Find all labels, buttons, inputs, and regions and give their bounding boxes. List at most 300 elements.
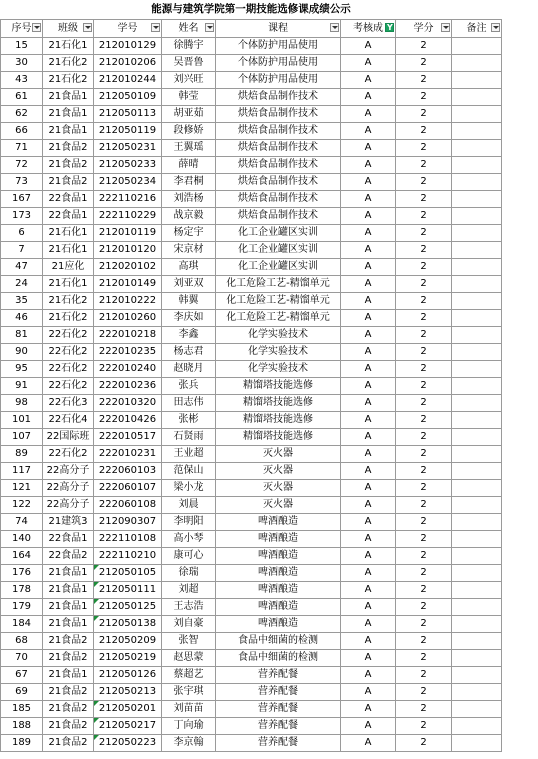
cell-remark[interactable] bbox=[452, 123, 502, 140]
cell-remark[interactable] bbox=[452, 225, 502, 242]
cell-grade[interactable]: A bbox=[341, 667, 396, 684]
cell-index[interactable]: 107 bbox=[1, 429, 43, 446]
cell-grade[interactable]: A bbox=[341, 89, 396, 106]
cell-course[interactable]: 营养配餐 bbox=[216, 684, 341, 701]
cell-course[interactable]: 烘焙食品制作技术 bbox=[216, 208, 341, 225]
cell-grade[interactable]: A bbox=[341, 191, 396, 208]
cell-index[interactable]: 72 bbox=[1, 157, 43, 174]
cell-course[interactable]: 化工危险工艺-精馏单元 bbox=[216, 293, 341, 310]
cell-student-id[interactable]: 212020102 bbox=[94, 259, 162, 276]
cell-index[interactable]: 30 bbox=[1, 55, 43, 72]
cell-name[interactable]: 范保山 bbox=[162, 463, 216, 480]
cell-index[interactable]: 179 bbox=[1, 599, 43, 616]
cell-remark[interactable] bbox=[452, 412, 502, 429]
cell-index[interactable]: 185 bbox=[1, 701, 43, 718]
cell-student-id[interactable]: 212050138 bbox=[94, 616, 162, 633]
cell-name[interactable]: 石贤雨 bbox=[162, 429, 216, 446]
cell-remark[interactable] bbox=[452, 378, 502, 395]
cell-grade[interactable]: A bbox=[341, 72, 396, 89]
cell-student-id[interactable]: 212050234 bbox=[94, 174, 162, 191]
cell-remark[interactable] bbox=[452, 429, 502, 446]
cell-remark[interactable] bbox=[452, 480, 502, 497]
cell-remark[interactable] bbox=[452, 531, 502, 548]
cell-name[interactable]: 李鑫 bbox=[162, 327, 216, 344]
cell-credit[interactable]: 2 bbox=[396, 378, 452, 395]
cell-class[interactable]: 21石化1 bbox=[43, 276, 94, 293]
cell-class[interactable]: 22高分子 bbox=[43, 497, 94, 514]
cell-credit[interactable]: 2 bbox=[396, 191, 452, 208]
cell-course[interactable]: 烘焙食品制作技术 bbox=[216, 123, 341, 140]
cell-credit[interactable]: 2 bbox=[396, 395, 452, 412]
cell-remark[interactable] bbox=[452, 633, 502, 650]
cell-credit[interactable]: 2 bbox=[396, 429, 452, 446]
cell-course[interactable]: 化工企业罐区实训 bbox=[216, 225, 341, 242]
cell-grade[interactable]: A bbox=[341, 599, 396, 616]
cell-student-id[interactable]: 212010149 bbox=[94, 276, 162, 293]
cell-grade[interactable]: A bbox=[341, 633, 396, 650]
cell-credit[interactable]: 2 bbox=[396, 735, 452, 752]
cell-remark[interactable] bbox=[452, 344, 502, 361]
cell-name[interactable]: 田志伟 bbox=[162, 395, 216, 412]
cell-credit[interactable]: 2 bbox=[396, 701, 452, 718]
cell-grade[interactable]: A bbox=[341, 157, 396, 174]
cell-index[interactable]: 62 bbox=[1, 106, 43, 123]
cell-class[interactable]: 22高分子 bbox=[43, 463, 94, 480]
cell-class[interactable]: 21食品1 bbox=[43, 616, 94, 633]
cell-credit[interactable]: 2 bbox=[396, 310, 452, 327]
cell-name[interactable]: 战京毅 bbox=[162, 208, 216, 225]
cell-class[interactable]: 22石化2 bbox=[43, 446, 94, 463]
cell-name[interactable]: 李庆如 bbox=[162, 310, 216, 327]
cell-class[interactable]: 22国际班 bbox=[43, 429, 94, 446]
cell-remark[interactable] bbox=[452, 599, 502, 616]
cell-class[interactable]: 21食品1 bbox=[43, 582, 94, 599]
cell-index[interactable]: 61 bbox=[1, 89, 43, 106]
cell-credit[interactable]: 2 bbox=[396, 616, 452, 633]
cell-credit[interactable]: 2 bbox=[396, 140, 452, 157]
cell-remark[interactable] bbox=[452, 293, 502, 310]
cell-credit[interactable]: 2 bbox=[396, 667, 452, 684]
cell-remark[interactable] bbox=[452, 565, 502, 582]
cell-index[interactable]: 173 bbox=[1, 208, 43, 225]
cell-grade[interactable]: A bbox=[341, 497, 396, 514]
cell-remark[interactable] bbox=[452, 446, 502, 463]
cell-index[interactable]: 89 bbox=[1, 446, 43, 463]
cell-class[interactable]: 22石化2 bbox=[43, 378, 94, 395]
cell-grade[interactable]: A bbox=[341, 582, 396, 599]
cell-index[interactable]: 46 bbox=[1, 310, 43, 327]
cell-name[interactable]: 丁向瑜 bbox=[162, 718, 216, 735]
cell-grade[interactable]: A bbox=[341, 344, 396, 361]
cell-student-id[interactable]: 212010206 bbox=[94, 55, 162, 72]
cell-grade[interactable]: A bbox=[341, 412, 396, 429]
cell-index[interactable]: 188 bbox=[1, 718, 43, 735]
cell-remark[interactable] bbox=[452, 310, 502, 327]
cell-index[interactable]: 24 bbox=[1, 276, 43, 293]
cell-class[interactable]: 21食品2 bbox=[43, 157, 94, 174]
cell-name[interactable]: 吴晋鲁 bbox=[162, 55, 216, 72]
cell-index[interactable]: 81 bbox=[1, 327, 43, 344]
cell-student-id[interactable]: 212010119 bbox=[94, 225, 162, 242]
cell-student-id[interactable]: 212050223 bbox=[94, 735, 162, 752]
cell-credit[interactable]: 2 bbox=[396, 72, 452, 89]
cell-course[interactable]: 烘焙食品制作技术 bbox=[216, 191, 341, 208]
cell-course[interactable]: 啤酒酿造 bbox=[216, 514, 341, 531]
cell-credit[interactable]: 2 bbox=[396, 684, 452, 701]
cell-remark[interactable] bbox=[452, 395, 502, 412]
cell-credit[interactable]: 2 bbox=[396, 123, 452, 140]
cell-name[interactable]: 刘亚双 bbox=[162, 276, 216, 293]
cell-credit[interactable]: 2 bbox=[396, 344, 452, 361]
cell-credit[interactable]: 2 bbox=[396, 412, 452, 429]
cell-course[interactable]: 啤酒酿造 bbox=[216, 599, 341, 616]
cell-course[interactable]: 啤酒酿造 bbox=[216, 548, 341, 565]
cell-course[interactable]: 啤酒酿造 bbox=[216, 582, 341, 599]
cell-index[interactable]: 98 bbox=[1, 395, 43, 412]
cell-grade[interactable]: A bbox=[341, 684, 396, 701]
cell-student-id[interactable]: 222110216 bbox=[94, 191, 162, 208]
cell-course[interactable]: 食品中细菌的检测 bbox=[216, 633, 341, 650]
cell-student-id[interactable]: 222010426 bbox=[94, 412, 162, 429]
cell-student-id[interactable]: 212050113 bbox=[94, 106, 162, 123]
cell-class[interactable]: 21食品1 bbox=[43, 89, 94, 106]
cell-remark[interactable] bbox=[452, 55, 502, 72]
cell-index[interactable]: 15 bbox=[1, 38, 43, 55]
cell-index[interactable]: 184 bbox=[1, 616, 43, 633]
cell-student-id[interactable]: 222060108 bbox=[94, 497, 162, 514]
cell-remark[interactable] bbox=[452, 497, 502, 514]
cell-remark[interactable] bbox=[452, 38, 502, 55]
cell-credit[interactable]: 2 bbox=[396, 718, 452, 735]
cell-name[interactable]: 张宇琪 bbox=[162, 684, 216, 701]
cell-class[interactable]: 22食品2 bbox=[43, 548, 94, 565]
cell-student-id[interactable]: 222010320 bbox=[94, 395, 162, 412]
cell-course[interactable]: 营养配餐 bbox=[216, 735, 341, 752]
cell-grade[interactable]: A bbox=[341, 650, 396, 667]
cell-course[interactable]: 食品中细菌的检测 bbox=[216, 650, 341, 667]
filter-active-icon[interactable] bbox=[385, 23, 394, 32]
cell-class[interactable]: 21食品2 bbox=[43, 718, 94, 735]
cell-index[interactable]: 66 bbox=[1, 123, 43, 140]
cell-course[interactable]: 化工危险工艺-精馏单元 bbox=[216, 276, 341, 293]
cell-class[interactable]: 21石化1 bbox=[43, 225, 94, 242]
cell-class[interactable]: 21食品2 bbox=[43, 140, 94, 157]
cell-credit[interactable]: 2 bbox=[396, 599, 452, 616]
header-credit[interactable]: 学分 bbox=[396, 20, 452, 38]
cell-name[interactable]: 刘晨 bbox=[162, 497, 216, 514]
cell-course[interactable]: 烘焙食品制作技术 bbox=[216, 140, 341, 157]
cell-grade[interactable]: A bbox=[341, 55, 396, 72]
cell-index[interactable]: 68 bbox=[1, 633, 43, 650]
cell-class[interactable]: 21食品1 bbox=[43, 565, 94, 582]
cell-credit[interactable]: 2 bbox=[396, 361, 452, 378]
cell-name[interactable]: 杨定宇 bbox=[162, 225, 216, 242]
cell-grade[interactable]: A bbox=[341, 106, 396, 123]
cell-credit[interactable]: 2 bbox=[396, 463, 452, 480]
cell-class[interactable]: 21食品2 bbox=[43, 650, 94, 667]
cell-student-id[interactable]: 212050233 bbox=[94, 157, 162, 174]
cell-student-id[interactable]: 212050105 bbox=[94, 565, 162, 582]
cell-student-id[interactable]: 212050217 bbox=[94, 718, 162, 735]
cell-course[interactable]: 精馏塔技能选修 bbox=[216, 378, 341, 395]
cell-student-id[interactable]: 222110229 bbox=[94, 208, 162, 225]
cell-course[interactable]: 精馏塔技能选修 bbox=[216, 395, 341, 412]
cell-grade[interactable]: A bbox=[341, 174, 396, 191]
cell-remark[interactable] bbox=[452, 463, 502, 480]
cell-student-id[interactable]: 212050201 bbox=[94, 701, 162, 718]
cell-grade[interactable]: A bbox=[341, 735, 396, 752]
cell-remark[interactable] bbox=[452, 548, 502, 565]
cell-class[interactable]: 21食品2 bbox=[43, 633, 94, 650]
header-course[interactable]: 课程 bbox=[216, 20, 341, 38]
cell-grade[interactable]: A bbox=[341, 463, 396, 480]
cell-index[interactable]: 140 bbox=[1, 531, 43, 548]
cell-name[interactable]: 胡亚茹 bbox=[162, 106, 216, 123]
cell-credit[interactable]: 2 bbox=[396, 582, 452, 599]
header-name[interactable]: 姓名 bbox=[162, 20, 216, 38]
cell-student-id[interactable]: 212090307 bbox=[94, 514, 162, 531]
cell-remark[interactable] bbox=[452, 157, 502, 174]
cell-class[interactable]: 21食品2 bbox=[43, 174, 94, 191]
cell-name[interactable]: 赵晓月 bbox=[162, 361, 216, 378]
cell-name[interactable]: 李京翰 bbox=[162, 735, 216, 752]
cell-student-id[interactable]: 212050209 bbox=[94, 633, 162, 650]
cell-index[interactable]: 74 bbox=[1, 514, 43, 531]
cell-course[interactable]: 化学实验技术 bbox=[216, 327, 341, 344]
cell-name[interactable]: 刘苗苗 bbox=[162, 701, 216, 718]
cell-credit[interactable]: 2 bbox=[396, 514, 452, 531]
cell-credit[interactable]: 2 bbox=[396, 38, 452, 55]
header-index[interactable]: 序号 bbox=[1, 20, 43, 38]
cell-grade[interactable]: A bbox=[341, 225, 396, 242]
header-student-id[interactable]: 学号 bbox=[94, 20, 162, 38]
cell-class[interactable]: 21食品1 bbox=[43, 106, 94, 123]
cell-class[interactable]: 21应化 bbox=[43, 259, 94, 276]
cell-credit[interactable]: 2 bbox=[396, 293, 452, 310]
cell-grade[interactable]: A bbox=[341, 310, 396, 327]
cell-course[interactable]: 啤酒酿造 bbox=[216, 565, 341, 582]
cell-course[interactable]: 化工企业罐区实训 bbox=[216, 242, 341, 259]
cell-remark[interactable] bbox=[452, 616, 502, 633]
cell-credit[interactable]: 2 bbox=[396, 157, 452, 174]
cell-course[interactable]: 啤酒酿造 bbox=[216, 531, 341, 548]
cell-student-id[interactable]: 212050219 bbox=[94, 650, 162, 667]
cell-student-id[interactable]: 212050126 bbox=[94, 667, 162, 684]
cell-name[interactable]: 徐腾宇 bbox=[162, 38, 216, 55]
cell-index[interactable]: 70 bbox=[1, 650, 43, 667]
cell-course[interactable]: 烘焙食品制作技术 bbox=[216, 174, 341, 191]
header-grade[interactable]: 考核成 Y bbox=[341, 20, 396, 38]
cell-class[interactable]: 22食品1 bbox=[43, 531, 94, 548]
cell-credit[interactable]: 2 bbox=[396, 276, 452, 293]
cell-remark[interactable] bbox=[452, 718, 502, 735]
cell-remark[interactable] bbox=[452, 242, 502, 259]
cell-course[interactable]: 灭火器 bbox=[216, 497, 341, 514]
cell-name[interactable]: 薛晴 bbox=[162, 157, 216, 174]
cell-grade[interactable]: A bbox=[341, 429, 396, 446]
cell-class[interactable]: 21食品2 bbox=[43, 735, 94, 752]
cell-remark[interactable] bbox=[452, 174, 502, 191]
cell-credit[interactable]: 2 bbox=[396, 548, 452, 565]
cell-class[interactable]: 21石化2 bbox=[43, 293, 94, 310]
cell-index[interactable]: 69 bbox=[1, 684, 43, 701]
cell-credit[interactable]: 2 bbox=[396, 208, 452, 225]
cell-remark[interactable] bbox=[452, 667, 502, 684]
cell-course[interactable]: 烘焙食品制作技术 bbox=[216, 89, 341, 106]
cell-grade[interactable]: A bbox=[341, 395, 396, 412]
cell-grade[interactable]: A bbox=[341, 123, 396, 140]
cell-remark[interactable] bbox=[452, 208, 502, 225]
cell-remark[interactable] bbox=[452, 191, 502, 208]
cell-student-id[interactable]: 212010129 bbox=[94, 38, 162, 55]
cell-credit[interactable]: 2 bbox=[396, 55, 452, 72]
cell-index[interactable]: 90 bbox=[1, 344, 43, 361]
cell-index[interactable]: 117 bbox=[1, 463, 43, 480]
cell-index[interactable]: 6 bbox=[1, 225, 43, 242]
cell-credit[interactable]: 2 bbox=[396, 480, 452, 497]
cell-grade[interactable]: A bbox=[341, 361, 396, 378]
cell-name[interactable]: 康可心 bbox=[162, 548, 216, 565]
cell-student-id[interactable]: 212010244 bbox=[94, 72, 162, 89]
cell-name[interactable]: 刘兴旺 bbox=[162, 72, 216, 89]
cell-grade[interactable]: A bbox=[341, 242, 396, 259]
cell-name[interactable]: 高小琴 bbox=[162, 531, 216, 548]
cell-class[interactable]: 21食品1 bbox=[43, 599, 94, 616]
cell-index[interactable]: 71 bbox=[1, 140, 43, 157]
cell-student-id[interactable]: 222010231 bbox=[94, 446, 162, 463]
cell-name[interactable]: 刘自豪 bbox=[162, 616, 216, 633]
cell-student-id[interactable]: 212050231 bbox=[94, 140, 162, 157]
cell-student-id[interactable]: 212050119 bbox=[94, 123, 162, 140]
cell-remark[interactable] bbox=[452, 72, 502, 89]
cell-index[interactable]: 189 bbox=[1, 735, 43, 752]
cell-credit[interactable]: 2 bbox=[396, 650, 452, 667]
cell-remark[interactable] bbox=[452, 650, 502, 667]
cell-remark[interactable] bbox=[452, 327, 502, 344]
filter-dropdown-icon[interactable] bbox=[151, 23, 160, 32]
cell-student-id[interactable]: 222010240 bbox=[94, 361, 162, 378]
cell-grade[interactable]: A bbox=[341, 531, 396, 548]
cell-class[interactable]: 21建筑3 bbox=[43, 514, 94, 531]
filter-dropdown-icon[interactable] bbox=[441, 23, 450, 32]
cell-index[interactable]: 121 bbox=[1, 480, 43, 497]
cell-course[interactable]: 精馏塔技能选修 bbox=[216, 412, 341, 429]
cell-grade[interactable]: A bbox=[341, 276, 396, 293]
cell-class[interactable]: 21食品2 bbox=[43, 684, 94, 701]
cell-class[interactable]: 21石化2 bbox=[43, 72, 94, 89]
cell-index[interactable]: 122 bbox=[1, 497, 43, 514]
cell-student-id[interactable]: 222010235 bbox=[94, 344, 162, 361]
cell-course[interactable]: 啤酒酿造 bbox=[216, 616, 341, 633]
cell-credit[interactable]: 2 bbox=[396, 225, 452, 242]
cell-remark[interactable] bbox=[452, 684, 502, 701]
cell-index[interactable]: 35 bbox=[1, 293, 43, 310]
cell-course[interactable]: 精馏塔技能选修 bbox=[216, 429, 341, 446]
cell-class[interactable]: 22食品1 bbox=[43, 208, 94, 225]
cell-course[interactable]: 个体防护用品使用 bbox=[216, 55, 341, 72]
cell-credit[interactable]: 2 bbox=[396, 259, 452, 276]
cell-name[interactable]: 王业超 bbox=[162, 446, 216, 463]
cell-name[interactable]: 段修娇 bbox=[162, 123, 216, 140]
cell-grade[interactable]: A bbox=[341, 565, 396, 582]
cell-student-id[interactable]: 212050109 bbox=[94, 89, 162, 106]
cell-remark[interactable] bbox=[452, 514, 502, 531]
cell-grade[interactable]: A bbox=[341, 208, 396, 225]
filter-dropdown-icon[interactable] bbox=[32, 23, 41, 32]
cell-class[interactable]: 22食品1 bbox=[43, 191, 94, 208]
cell-class[interactable]: 21食品1 bbox=[43, 667, 94, 684]
cell-remark[interactable] bbox=[452, 361, 502, 378]
cell-credit[interactable]: 2 bbox=[396, 446, 452, 463]
cell-index[interactable]: 43 bbox=[1, 72, 43, 89]
cell-name[interactable]: 韩翼 bbox=[162, 293, 216, 310]
cell-student-id[interactable]: 212050213 bbox=[94, 684, 162, 701]
cell-name[interactable]: 张兵 bbox=[162, 378, 216, 395]
cell-grade[interactable]: A bbox=[341, 701, 396, 718]
cell-name[interactable]: 刘超 bbox=[162, 582, 216, 599]
cell-class[interactable]: 21食品1 bbox=[43, 123, 94, 140]
cell-course[interactable]: 个体防护用品使用 bbox=[216, 38, 341, 55]
cell-student-id[interactable]: 222110108 bbox=[94, 531, 162, 548]
cell-credit[interactable]: 2 bbox=[396, 106, 452, 123]
cell-course[interactable]: 烘焙食品制作技术 bbox=[216, 157, 341, 174]
cell-course[interactable]: 灭火器 bbox=[216, 463, 341, 480]
cell-class[interactable]: 22石化2 bbox=[43, 327, 94, 344]
cell-grade[interactable]: A bbox=[341, 259, 396, 276]
cell-name[interactable]: 高琪 bbox=[162, 259, 216, 276]
cell-student-id[interactable]: 212010260 bbox=[94, 310, 162, 327]
cell-credit[interactable]: 2 bbox=[396, 633, 452, 650]
cell-name[interactable]: 徐瑞 bbox=[162, 565, 216, 582]
cell-course[interactable]: 化学实验技术 bbox=[216, 344, 341, 361]
cell-class[interactable]: 22石化2 bbox=[43, 361, 94, 378]
cell-credit[interactable]: 2 bbox=[396, 497, 452, 514]
cell-course[interactable]: 灭火器 bbox=[216, 480, 341, 497]
cell-class[interactable]: 21石化1 bbox=[43, 242, 94, 259]
cell-index[interactable]: 167 bbox=[1, 191, 43, 208]
cell-grade[interactable]: A bbox=[341, 293, 396, 310]
cell-grade[interactable]: A bbox=[341, 514, 396, 531]
cell-grade[interactable]: A bbox=[341, 480, 396, 497]
cell-grade[interactable]: A bbox=[341, 548, 396, 565]
cell-remark[interactable] bbox=[452, 259, 502, 276]
cell-remark[interactable] bbox=[452, 140, 502, 157]
cell-index[interactable]: 164 bbox=[1, 548, 43, 565]
cell-credit[interactable]: 2 bbox=[396, 327, 452, 344]
cell-index[interactable]: 178 bbox=[1, 582, 43, 599]
cell-name[interactable]: 赵思蒙 bbox=[162, 650, 216, 667]
cell-student-id[interactable]: 222010236 bbox=[94, 378, 162, 395]
cell-index[interactable]: 47 bbox=[1, 259, 43, 276]
cell-grade[interactable]: A bbox=[341, 38, 396, 55]
cell-name[interactable]: 韩莹 bbox=[162, 89, 216, 106]
cell-credit[interactable]: 2 bbox=[396, 89, 452, 106]
cell-student-id[interactable]: 222010218 bbox=[94, 327, 162, 344]
cell-index[interactable]: 91 bbox=[1, 378, 43, 395]
header-class[interactable]: 班级 bbox=[43, 20, 94, 38]
cell-grade[interactable]: A bbox=[341, 140, 396, 157]
cell-class[interactable]: 21石化2 bbox=[43, 310, 94, 327]
cell-grade[interactable]: A bbox=[341, 446, 396, 463]
cell-name[interactable]: 宋京材 bbox=[162, 242, 216, 259]
filter-dropdown-icon[interactable] bbox=[83, 23, 92, 32]
cell-index[interactable]: 73 bbox=[1, 174, 43, 191]
cell-class[interactable]: 22高分子 bbox=[43, 480, 94, 497]
filter-dropdown-icon[interactable] bbox=[491, 23, 500, 32]
cell-course[interactable]: 化工危险工艺-精馏单元 bbox=[216, 310, 341, 327]
cell-class[interactable]: 22石化4 bbox=[43, 412, 94, 429]
cell-class[interactable]: 21食品2 bbox=[43, 701, 94, 718]
